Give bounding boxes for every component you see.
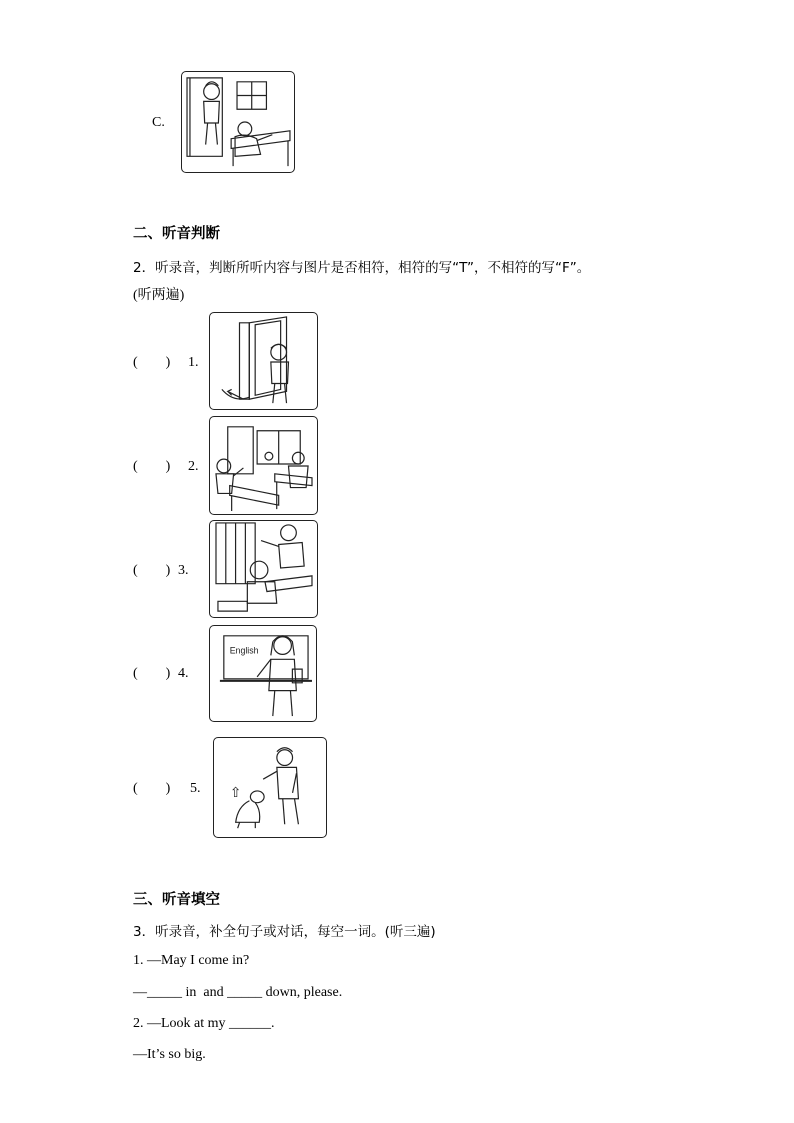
- item-number: 2.: [188, 459, 199, 474]
- option-c-label: C.: [152, 115, 165, 130]
- answer-bracket[interactable]: ( ): [133, 459, 171, 474]
- item-2-illustration: [209, 416, 318, 515]
- dialogue-line: 2. —Look at my ______.: [133, 1016, 275, 1031]
- answer-bracket[interactable]: ( ): [133, 355, 171, 370]
- section-2-heading: 二、听音判断: [133, 226, 220, 242]
- answer-bracket[interactable]: ( ): [133, 666, 171, 681]
- item-number: 4.: [178, 666, 189, 681]
- item-3-illustration: [209, 520, 318, 618]
- item-4-illustration: [209, 625, 317, 722]
- section-2-note: (听两遍): [133, 288, 185, 303]
- blackboard-text: English: [229, 645, 259, 656]
- dialogue-line: —_____ in and _____ down, please.: [133, 985, 343, 1000]
- section-3-heading: 三、听音填空: [133, 892, 220, 908]
- item-number: 5.: [190, 781, 201, 796]
- item-number: 3.: [178, 563, 189, 578]
- section-2-instruction: 2．听录音，判断所听内容与图片是否相符，相符的写“T”，不相符的写“F”。: [133, 260, 591, 276]
- option-c-illustration: [181, 71, 295, 173]
- dialogue-line: —It’s so big.: [133, 1047, 206, 1062]
- item-number: 1.: [188, 355, 199, 370]
- item-5-illustration: [213, 737, 327, 838]
- answer-bracket[interactable]: ( ): [133, 781, 171, 796]
- section-3-instruction: 3．听录音，补全句子或对话，每空一词。(听三遍): [133, 924, 436, 940]
- item-1-illustration: [209, 312, 318, 410]
- answer-bracket[interactable]: ( ): [133, 563, 171, 578]
- up-arrow-icon: ⇧: [229, 784, 242, 801]
- dialogue-line: 1. —May I come in?: [133, 953, 250, 968]
